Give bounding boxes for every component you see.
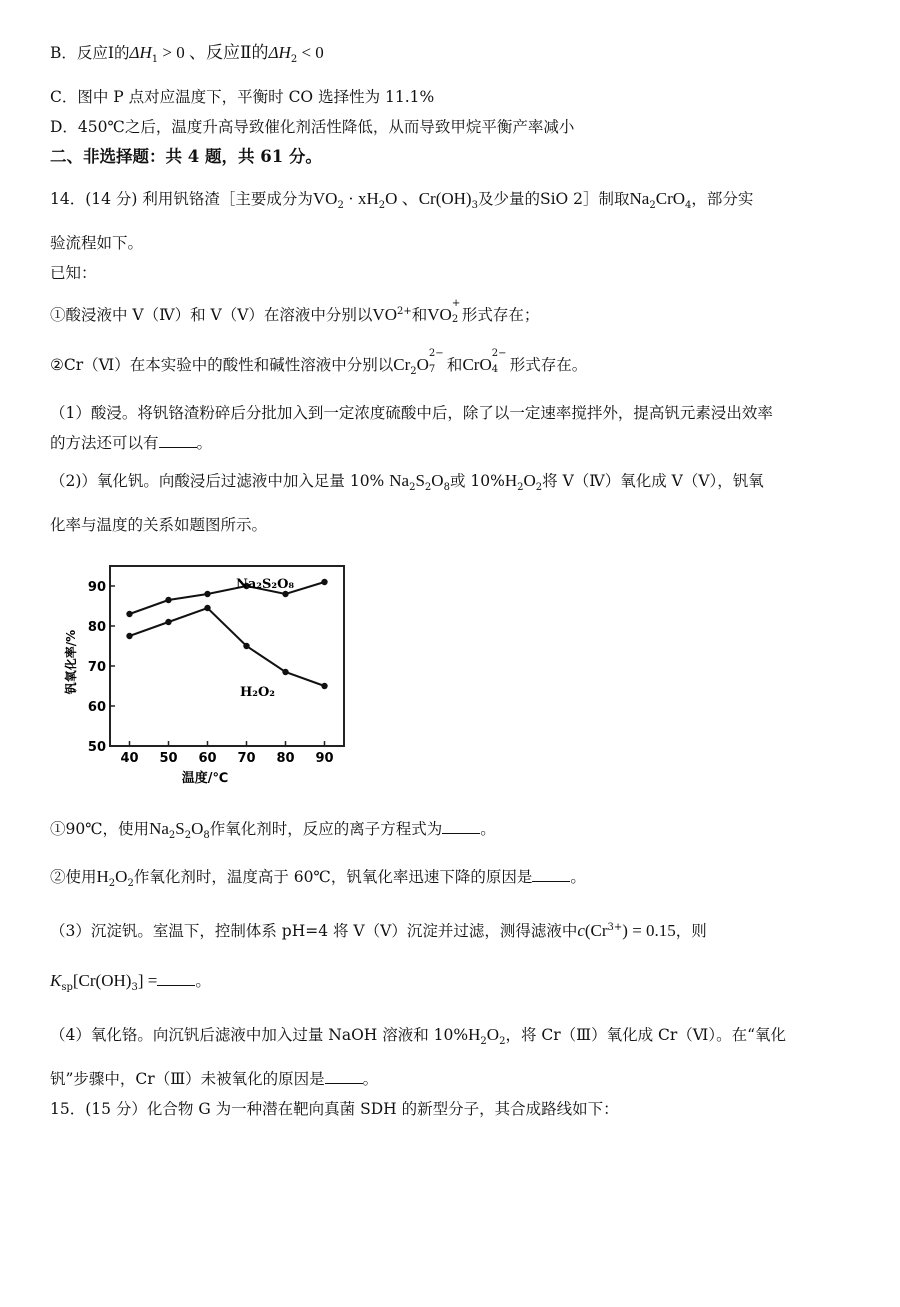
data-point: [321, 683, 327, 689]
y-tick-label: 70: [87, 660, 106, 675]
data-point: [204, 591, 210, 597]
q14-intro: 14．(14 分) 利用钒铬渣［主要成分为$VO_2 \cdot xH_2O$ 、$Cr(OH)_3$及少量的SiO 2］制取$Na_2CrO_4$，部分实: [50, 189, 754, 212]
part-3-line2: $K_{sp}[Cr(OH)_3]$ = 。: [50, 971, 211, 994]
series-line-1: [130, 608, 325, 686]
part-2-line1: （2)）氧化钒。向酸浸后过滤液中加入足量 10% $Na_2S_2O_8$或 $10\%H_2O_2$将 V（Ⅳ）氧化成 V（Ⅴ），钒氧: [50, 471, 764, 494]
subq-1: ①90℃，使用$Na_2S_2O_8$作氧化剂时，反应的离子方程式为 。: [50, 819, 496, 842]
x-tick-label: 50: [159, 751, 178, 766]
y-tick-label: 60: [87, 700, 106, 715]
data-point: [204, 605, 210, 611]
y-tick-label: 90: [87, 580, 106, 595]
chart-svg: [60, 560, 350, 788]
part-4-line2: 钒”步骤中，Cr（Ⅲ）未被氧化的原因是 。: [50, 1070, 379, 1088]
known-item-2: ②Cr（Ⅵ）在本实验中的酸性和碱性溶液中分别以$Cr_2O$ 2− 7 和CrO 2− 4 形式存在。: [50, 348, 588, 378]
answer-blank[interactable]: [532, 867, 570, 882]
x-tick-label: 70: [237, 751, 256, 766]
answer-blank[interactable]: [442, 819, 480, 834]
part-4-line1: （4）氧化铬。向沉钒后滤液中加入过量 NaOH 溶液和 $10\%H_2O_2$，将 Cr（Ⅲ）氧化成 Cr（Ⅵ）。在“氧化: [50, 1025, 787, 1048]
x-axis-label: 温度/℃: [181, 771, 229, 786]
series-label-na2s2o8: Na₂S₂O₈: [236, 577, 295, 592]
part-1-line1: （1）酸浸。将钒铬渣粉碎后分批加入到一定浓度硫酸中后，除了以一定速率搅拌外，提高钒元素浸出效率: [50, 404, 773, 422]
option-d: D．450℃之后，温度升高导致催化剂活性降低，从而导致甲烷平衡产率减小: [50, 118, 575, 136]
series-label-h2o2: H₂O₂: [240, 685, 275, 700]
subq-2: ②使用$H_2O_2$作氧化剂时，温度高于 60℃，钒氧化率迅速下降的原因是 。: [50, 867, 586, 890]
known-label: 已知：: [50, 264, 97, 282]
part-3-line1: （3）沉淀钒。室温下，控制体系 pH=4 将 V（Ⅴ）沉淀并过滤，测得滤液中$c(Cr^{3+}) = 0.15$，则: [50, 921, 707, 940]
plot-frame: [110, 566, 344, 746]
x-tick-label: 40: [120, 751, 139, 766]
option-c: C．图中 P 点对应温度下，平衡时 CO 选择性为 11.1%: [50, 88, 435, 106]
section-heading: 二、非选择题：共 4 题，共 61 分。: [50, 147, 322, 166]
part-1-line2: 的方法还可以有 。: [50, 434, 213, 452]
data-point: [126, 611, 132, 617]
data-point: [243, 643, 249, 649]
q15-intro: 15．(15 分）化合物 G 为一种潜在靶向真菌 SDH 的新型分子，其合成路线如下：: [50, 1100, 619, 1118]
x-tick-label: 80: [276, 751, 295, 766]
data-point: [165, 619, 171, 625]
y-tick-label: 80: [87, 620, 106, 635]
y-axis-label: 钒氧化率/%: [64, 629, 78, 695]
series-line-0: [130, 582, 325, 614]
data-point: [321, 579, 327, 585]
x-tick-label: 60: [198, 751, 217, 766]
y-tick-label: 50: [87, 740, 106, 755]
answer-blank[interactable]: [325, 1069, 363, 1084]
known-item-1: ①酸浸液中 V（Ⅳ）和 V（Ⅴ）在溶液中分别以$VO^{2+}$和VO + 2 形式存在；: [50, 298, 540, 325]
part-2-line2: 化率与温度的关系如题图所示。: [50, 516, 268, 534]
answer-blank[interactable]: [157, 971, 195, 986]
oxidation-rate-chart: [60, 560, 350, 788]
data-point: [165, 597, 171, 603]
option-b: B．反应Ⅰ的$\Delta H_1 > 0$ 、反应Ⅱ的$\Delta H_2 < 0$: [50, 43, 324, 66]
data-point: [126, 633, 132, 639]
x-tick-label: 90: [315, 751, 334, 766]
data-point: [282, 669, 288, 675]
q14-intro-line2: 验流程如下。: [50, 234, 144, 252]
answer-blank[interactable]: [159, 433, 197, 448]
